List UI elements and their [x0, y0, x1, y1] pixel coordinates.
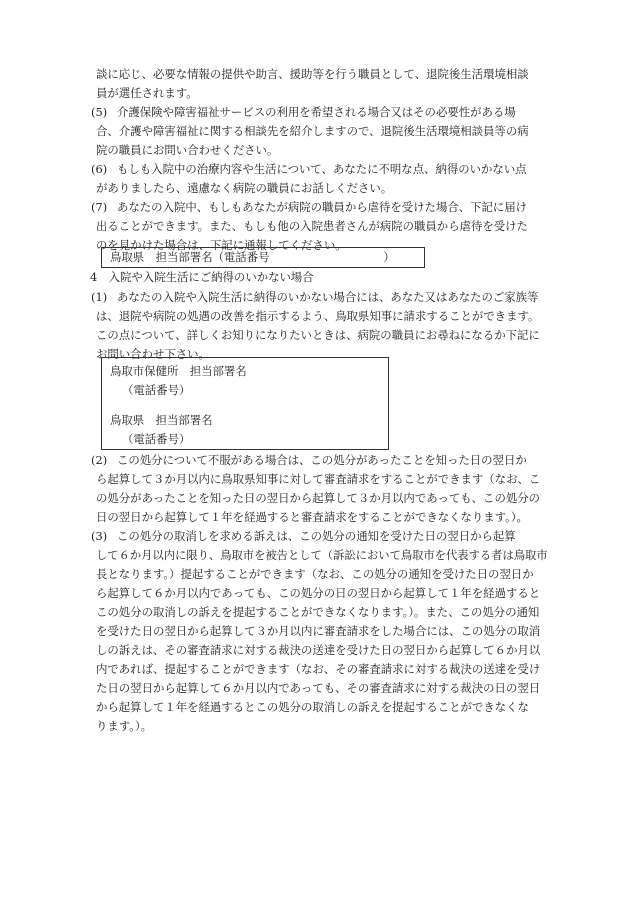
- item-number: (5): [91, 105, 108, 119]
- contact-office: 鳥取県 担当部署名: [110, 413, 213, 427]
- item-number: (7): [91, 200, 108, 214]
- item-line: 内であれば、提起することができます（なお、その審査請求に対する裁決の送達を受け: [96, 662, 541, 676]
- item-number: (1): [91, 290, 108, 304]
- item-line: 介護保険や障害福祉サービスの利用を希望される場合又はその必要性がある場: [117, 105, 516, 119]
- item-line: この点について、詳しくお知りになりたいときは、病院の職員にお尋ねになるか下記に: [96, 328, 540, 342]
- item-line: 長となります。）提起することができます（なお、この処分の通知を受けた日の翌日か: [96, 567, 534, 581]
- item-line: は、退院や病院の処遇の改善を指示するよう、鳥取県知事に請求することができます。: [96, 309, 540, 323]
- section-heading: 4 入院や入院生活にご納得のいかない場合: [90, 270, 314, 284]
- intro-line: 員が選任されます。: [96, 86, 198, 100]
- contact-phone: （電話番号）: [122, 383, 191, 397]
- item-line: この処分について不服がある場合は、この処分があったことを知った日の翌日か: [117, 453, 527, 467]
- item-number: (6): [91, 162, 108, 176]
- item-line: のを見かけた場合は、下記に通報してください。: [96, 238, 347, 252]
- item-line: この処分の取消しの訴えを提起することができなくなります。）。また、この処分の通知: [96, 605, 540, 619]
- item-number: (3): [91, 529, 108, 543]
- item-line: この処分の取消しを求める訴えは、この処分の通知を受けた日の翌日から起算: [117, 529, 516, 543]
- item-line: た日の翌日から起算して６か月以内であっても、その審査請求に対する裁決の日の翌日: [96, 681, 541, 695]
- item-line: を受けた日の翌日から起算して３か月以内に審査請求をした場合には、この処分の取消: [96, 624, 541, 638]
- item-line: 日の翌日から起算して１年を経過すると審査請求をすることができなくなります。）。: [96, 510, 528, 524]
- item-line: もしも入院中の治療内容や生活について、あなたに不明な点、納得のいかない点: [117, 162, 527, 176]
- item-line: あなたの入院中、もしもあなたが病院の職員から虐待を受けた場合、下記に届け: [117, 200, 528, 214]
- item-line: ら起算して３か月以内に鳥取県知事に対して審査請求をすることができます（なお、こ: [96, 472, 541, 486]
- intro-line: 談に応じ、必要な情報の提供や助言、援助等を行う職員として、退院後生活環境相談: [96, 67, 529, 81]
- item-line: 出ることができます。また、もしも他の入院患者さんが病院の職員から虐待を受けた: [96, 219, 528, 233]
- item-line: の処分があったことを知った日の翌日から起算して３か月以内であっても、この処分の: [96, 491, 541, 505]
- item-line: ります。）。: [96, 719, 153, 733]
- item-line: して６か月以内に限り、鳥取市を被告として（訴訟において鳥取市を代表する者は鳥取市: [96, 548, 548, 562]
- item-line: がありましたら、遠慮なく病院の職員にお話しください。: [96, 181, 393, 195]
- contact-text: 鳥取県 担当部署名（電話番号 ）: [110, 250, 395, 264]
- item-line: 合、介護や障害福祉に関する相談先を紹介しますので、退院後生活環境相談員等の病: [96, 124, 529, 138]
- item-line: しの訴えは、その審査請求に対する裁決の送達を受けた日の翌日から起算して６か月以: [96, 643, 541, 657]
- item-line: ら起算して６か月以内であっても、この処分の日の翌日から起算して１年を経過すると: [96, 586, 541, 600]
- contact-phone: （電話番号）: [122, 432, 191, 446]
- item-line: あなたの入院や入院生活に納得のいかない場合には、あなた又はあなたのご家族等: [117, 290, 539, 304]
- item-number: (2): [91, 453, 108, 467]
- item-line: お問い合わせ下さい。: [96, 347, 210, 361]
- item-line: から起算して１年を経過するとこの処分の取消しの訴えを提起することができなくな: [96, 700, 529, 714]
- contact-office: 鳥取市保健所 担当部署名: [110, 364, 247, 378]
- item-line: 院の職員にお問い合わせください。: [96, 143, 279, 157]
